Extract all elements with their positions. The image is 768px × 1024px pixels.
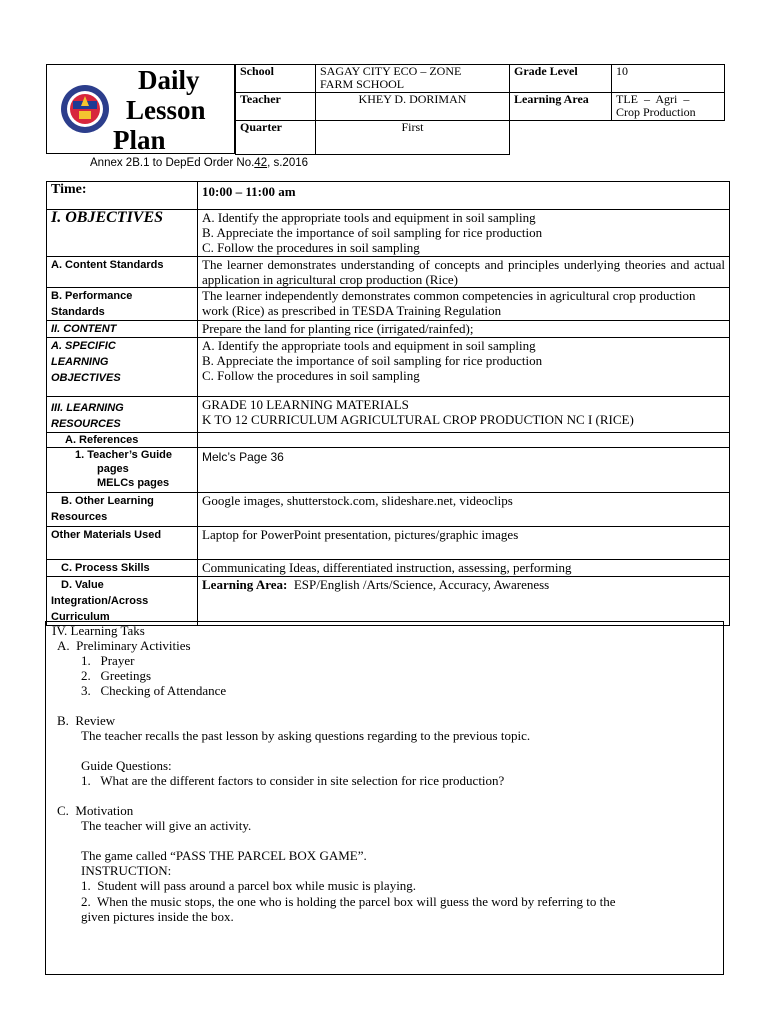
guide-question-item: 1. What are the different factors to consider in site selection for rice production?	[81, 773, 505, 788]
guide-questions-heading: Guide Questions:	[81, 758, 172, 773]
teachers-guide-label: 1. Teacher’s Guide pages MELCs pages	[47, 448, 198, 493]
other-resources-value: Google images, shutterstock.com, slideshare.net, videoclips	[198, 493, 730, 527]
school-value	[316, 65, 510, 93]
content-standards-value: The learner demonstrates understanding of concepts and principles underlying theories and actual application in agricultural crop production (Rice)	[198, 257, 730, 288]
value-integration-label: D. Value Integration/Across Curriculum	[47, 577, 198, 626]
area-label: Learning Area	[510, 93, 612, 121]
performance-standards-value: The learner independently demonstrates common competencies in agricultural crop production work (Rice) as prescribed in TESDA Training Regulation	[198, 288, 730, 321]
area-value-line: TLE – Agri –	[616, 92, 690, 106]
process-skills-value: Communicating Ideas, differentiated instruction, assessing, performing	[198, 560, 730, 577]
motivation-text: The teacher will give an activity.	[81, 818, 252, 833]
time-value: 10:00 – 11:00 am	[198, 182, 730, 210]
motivation-heading: C. Motivation	[57, 803, 134, 818]
annex-suffix: , s.2016	[267, 157, 309, 169]
objectives-list	[198, 210, 730, 257]
school-info-table	[235, 64, 725, 155]
area-value-line: Crop Production	[616, 105, 696, 119]
review-text: The teacher recalls the past lesson by asking questions regarding to the previous topic.	[81, 728, 531, 743]
instruction-step: 2. When the music stops, the one who is holding the parcel box will guess the word by referring to the	[81, 894, 616, 909]
performance-standards-label: B. Performance Standards	[47, 288, 198, 321]
title-line-1: Daily	[138, 65, 200, 95]
instruction-heading: INSTRUCTION:	[81, 863, 172, 878]
learning-tasks-box	[45, 621, 724, 975]
instruction-step-cont: given pictures inside the box.	[81, 909, 234, 924]
game-title: The game called “PASS THE PARCEL BOX GAME”.	[81, 848, 367, 863]
learning-resources-value: GRADE 10 LEARNING MATERIALS K TO 12 CURRICULUM AGRICULTURAL CROP PRODUCTION NC I (RICE)	[198, 397, 730, 433]
instruction-step: 1. Student will pass around a parcel box while music is playing.	[81, 878, 417, 893]
content-label: II. CONTENT	[47, 321, 198, 338]
grade-label: Grade Level	[510, 65, 612, 93]
prelim-item: 3. Checking of Attendance	[81, 683, 227, 698]
quarter-label: Quarter	[236, 121, 316, 155]
teacher-label: Teacher	[236, 93, 316, 121]
content-standards-label: A. Content Standards	[47, 257, 198, 288]
teachers-guide-value: Melc’s Page 36	[198, 448, 730, 493]
value-integration-value: Learning Area: ESP/English /Arts/Science, Accuracy, Awareness	[198, 577, 730, 626]
quarter-value: First	[316, 121, 510, 155]
objectives-label: I. OBJECTIVES	[47, 210, 198, 257]
references-label: A. References	[47, 433, 198, 448]
learning-resources-label: III. LEARNING RESOURCES	[47, 397, 198, 433]
other-materials-label: Other Materials Used	[47, 527, 198, 560]
preliminary-heading: A. Preliminary Activities	[57, 638, 191, 653]
other-materials-value: Laptop for PowerPoint presentation, pictures/graphic images	[198, 527, 730, 560]
title-line-2: Lesson	[126, 95, 206, 125]
process-skills-label: C. Process Skills	[47, 560, 198, 577]
objective-item: A. Identify the appropriate tools and equipment in soil sampling	[202, 210, 536, 225]
title-line-3: Plan	[113, 125, 166, 155]
specific-objectives-label: A. SPECIFIC LEARNING OBJECTIVES	[47, 338, 198, 397]
specific-objective-item: A. Identify the appropriate tools and equipment in soil sampling	[202, 338, 536, 353]
other-resources-label: B. Other Learning Resources	[47, 493, 198, 527]
teacher-value: KHEY D. DORIMAN	[316, 93, 510, 121]
grade-value: 10	[612, 65, 725, 93]
school-label: School	[236, 65, 316, 93]
content-value: Prepare the land for planting rice (irrigated/rainfed);	[198, 321, 730, 338]
objective-item: C. Follow the procedures in soil sampling	[202, 240, 420, 255]
area-value	[612, 93, 725, 121]
tasks-heading: IV. Learning Taks	[52, 623, 145, 638]
deped-seal-icon	[60, 84, 110, 134]
annex-number: 42	[254, 157, 268, 169]
prelim-item: 2. Greetings	[81, 668, 152, 683]
objective-item: B. Appreciate the importance of soil sampling for rice production	[202, 225, 543, 240]
prelim-item: 1. Prayer	[81, 653, 135, 668]
annex-reference	[90, 157, 308, 169]
specific-objectives-list	[198, 338, 730, 397]
lesson-plan-table	[46, 181, 730, 626]
school-value-line: FARM SCHOOL	[320, 77, 405, 91]
review-heading: B. Review	[57, 713, 116, 728]
specific-objective-item: C. Follow the procedures in soil sampling	[202, 368, 420, 383]
annex-prefix: Annex 2B.1 to DepEd Order No.	[90, 157, 255, 169]
specific-objective-item: B. Appreciate the importance of soil sampling for rice production	[202, 353, 543, 368]
time-label: Time:	[47, 182, 198, 210]
school-value-line: SAGAY CITY ECO – ZONE	[320, 64, 462, 78]
